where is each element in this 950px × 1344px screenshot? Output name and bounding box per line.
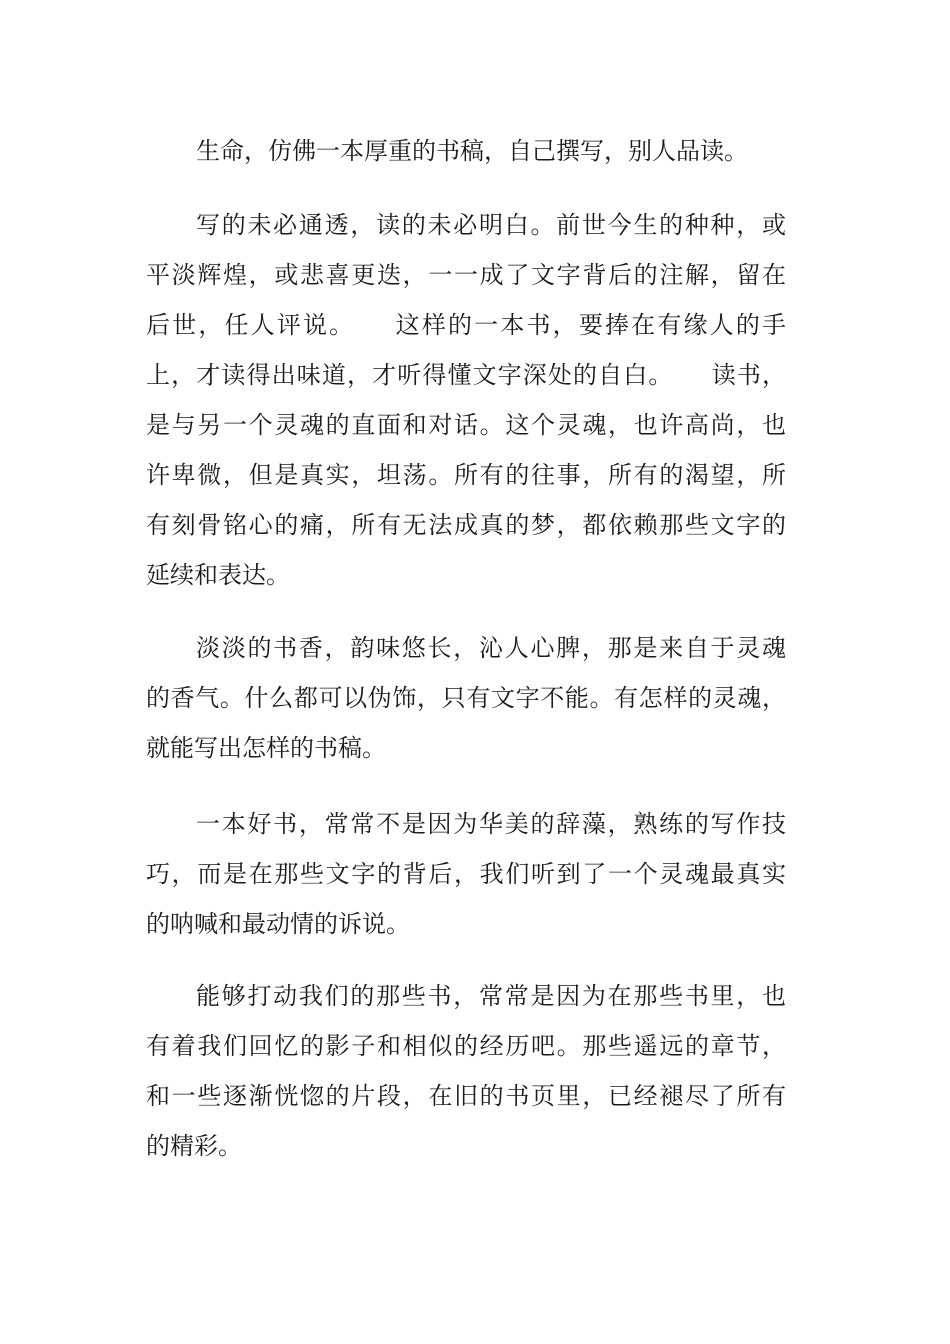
paragraph-1	[146, 126, 786, 176]
paragraph-line: 延续和表达。	[146, 561, 290, 589]
paragraph-line: 是与另一个灵魂的直面和对话。这个灵魂，也许高尚，也	[146, 411, 786, 439]
paragraph-line: 一本好书，常常不是因为华美的辞藻，熟练的写作技	[196, 810, 786, 838]
paragraph-line: 写的未必通透，读的未必明白。前世今生的种种，或	[196, 211, 786, 239]
paragraph-line: 的精彩。	[146, 1132, 242, 1160]
paragraph-line: 有着我们回忆的影子和相似的经历吧。那些遥远的章节，	[146, 1032, 786, 1060]
paragraph-line: 许卑微，但是真实，坦荡。所有的往事，所有的渴望，所	[146, 461, 786, 489]
paragraph-line: 上，才读得出味道，才听得懂文字深处的自白。 读书，	[146, 361, 786, 389]
paragraph-3	[146, 623, 786, 773]
paragraph-line: 的香气。什么都可以伪饰，只有文字不能。有怎样的灵魂，	[146, 684, 786, 712]
paragraph-line: 和一些逐渐恍惚的片段，在旧的书页里，已经褪尽了所有	[146, 1082, 786, 1110]
paragraph-line: 就能写出怎样的书稿。	[146, 734, 386, 762]
paragraph-line: 有刻骨铭心的痛，所有无法成真的梦，都依赖那些文字的	[146, 511, 786, 539]
paragraph-line: 淡淡的书香，韵味悠长，沁人心脾，那是来自于灵魂	[196, 634, 786, 662]
paragraph-line: 平淡辉煌，或悲喜更迭，一一成了文字背后的注解，留在	[146, 261, 786, 289]
paragraph-line: 的呐喊和最动情的诉说。	[146, 910, 410, 938]
paragraph-line: 生命，仿佛一本厚重的书稿，自己撰写，别人品读。	[196, 137, 748, 165]
paragraph-line: 后世，任人评说。 这样的一本书，要捧在有缘人的手	[146, 311, 786, 339]
paragraph-line: 能够打动我们的那些书，常常是因为在那些书里，也	[196, 982, 786, 1010]
paragraph-4	[146, 799, 786, 949]
paragraph-5	[146, 971, 786, 1171]
paragraph-line: 巧，而是在那些文字的背后，我们听到了一个灵魂最真实	[146, 860, 786, 888]
paragraph-2	[146, 200, 786, 600]
